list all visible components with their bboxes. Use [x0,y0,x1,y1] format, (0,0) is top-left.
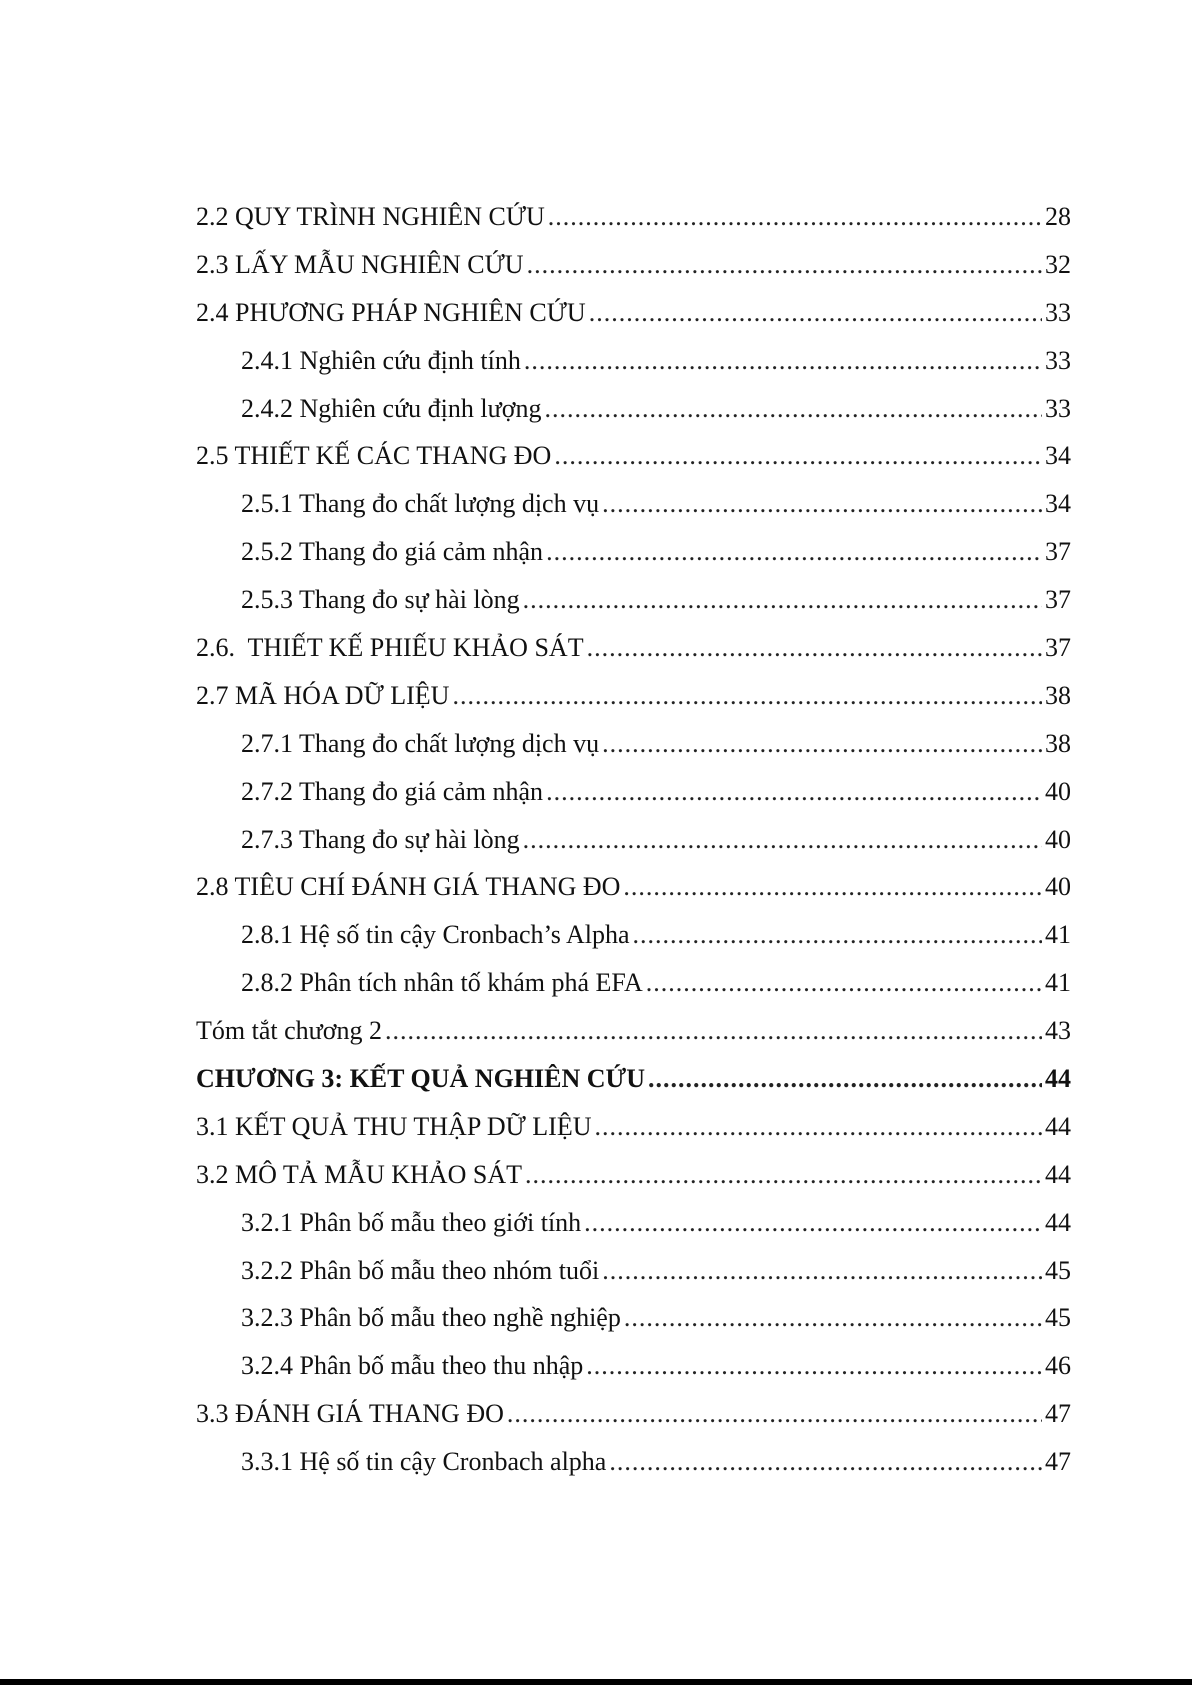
toc-entry-page-number: 38 [1045,680,1071,710]
dot-leader [524,337,1042,385]
toc-entry-title: 2.2 QUY TRÌNH NGHIÊN CỨU [196,202,545,231]
dot-leader [554,432,1042,480]
toc-entry-title: 2.7.2 Thang đo giá cảm nhận [241,776,544,806]
toc-entry-page-number: 47 [1045,1447,1071,1477]
toc-entry-title: 2.4.2 Nghiên cứu định lượng [241,393,542,423]
toc-entry[interactable] [196,1390,1071,1438]
dot-leader [584,1199,1042,1247]
toc-entry[interactable] [196,241,1071,289]
toc-entry-page-number: 33 [1045,345,1071,375]
toc-entry-title: 3.2.2 Phân bố mẫu theo nhóm tuổi [241,1255,600,1285]
dot-leader [523,816,1042,864]
dot-leader [507,1390,1042,1438]
dot-leader [594,1103,1042,1151]
toc-entry[interactable] [196,1103,1071,1151]
toc-entry-page-number: 33 [1045,297,1071,327]
toc-entry-page-number: 44 [1045,1159,1071,1189]
toc-entry[interactable] [196,720,1071,768]
toc-entry[interactable] [196,1151,1071,1199]
toc-entry-page-number: 41 [1045,920,1071,950]
toc-entry-page-number: 44 [1045,1064,1071,1094]
toc-entry-page-number: 45 [1045,1255,1071,1285]
toc-entry-page-number: 40 [1045,872,1071,902]
toc-entry-page-number: 37 [1045,537,1071,567]
toc-entry-page-number: 41 [1045,968,1071,998]
toc-entry-page-number: 37 [1045,633,1071,663]
toc-entry-page-number: 33 [1045,393,1071,423]
dot-leader [624,1294,1042,1342]
toc-entry-title: 2.5 THIẾT KẾ CÁC THANG ĐO [196,441,552,471]
toc-entry[interactable] [196,289,1071,337]
toc-entry[interactable] [196,480,1071,528]
toc-entry-title: 2.7.3 Thang đo sự hài lòng [241,824,520,854]
dot-leader [586,1342,1042,1390]
toc-entry-title: 3.2 MÔ TẢ MẪU KHẢO SÁT [196,1159,522,1189]
toc-entry-title: 2.7 MÃ HÓA DỮ LIỆU [196,680,450,710]
toc-entry-page-number: 34 [1045,441,1071,471]
toc-entry-page-number: 32 [1045,249,1071,279]
dot-leader [385,1007,1042,1055]
table-of-contents [196,193,1071,1486]
dot-leader [546,528,1042,576]
toc-entry[interactable] [196,1247,1071,1295]
toc-entry[interactable] [196,432,1071,480]
dot-leader [609,1438,1042,1486]
toc-entry-title: CHƯƠNG 3: KẾT QUẢ NGHIÊN CỨU [196,1064,645,1094]
dot-leader [602,720,1042,768]
toc-entry[interactable] [196,768,1071,816]
toc-entry[interactable] [196,624,1071,672]
toc-entry[interactable] [196,863,1071,911]
toc-entry[interactable] [196,385,1071,433]
toc-entry-page-number: 44 [1045,1207,1071,1237]
toc-entry-page-number: 43 [1045,1016,1071,1046]
toc-entry[interactable] [196,193,1071,241]
toc-entry-page-number: 34 [1045,489,1071,519]
toc-entry-title: 2.8.1 Hệ số tin cậy Cronbach’s Alpha [241,920,630,950]
toc-entry[interactable] [196,1007,1071,1055]
toc-entry-title: 2.4 PHƯƠNG PHÁP NGHIÊN CỨU [196,297,586,327]
dot-leader [602,1247,1042,1295]
dot-leader [544,385,1042,433]
toc-entry[interactable] [196,1342,1071,1390]
dot-leader [525,1151,1042,1199]
toc-entry-page-number: 47 [1045,1399,1071,1429]
toc-entry-title: 2.8 TIÊU CHÍ ĐÁNH GIÁ THANG ĐO [196,872,621,902]
toc-entry-title: 3.2.1 Phân bố mẫu theo giới tính [241,1207,582,1237]
toc-entry[interactable] [196,337,1071,385]
toc-entry-title: 3.3 ĐÁNH GIÁ THANG ĐO [196,1399,504,1429]
toc-entry[interactable] [196,1199,1071,1247]
toc-entry-page-number: 40 [1045,776,1071,806]
toc-chapter-entry[interactable] [196,1055,1071,1103]
dot-leader [527,241,1042,289]
toc-entry-title: 2.5.2 Thang đo giá cảm nhận [241,537,544,567]
dot-leader [648,1055,1042,1103]
toc-entry-title: 3.3.1 Hệ số tin cậy Cronbach alpha [241,1447,607,1477]
toc-entry-title: 3.2.4 Phân bố mẫu theo thu nhập [241,1351,584,1381]
toc-entry[interactable] [196,959,1071,1007]
toc-entry[interactable] [196,576,1071,624]
toc-entry[interactable] [196,1294,1071,1342]
dot-leader [623,863,1042,911]
toc-entry[interactable] [196,911,1071,959]
dot-leader [587,624,1042,672]
toc-entry-page-number: 40 [1045,824,1071,854]
dot-leader [646,959,1042,1007]
toc-entry-title: Tóm tắt chương 2 [196,1016,382,1046]
toc-entry-page-number: 37 [1045,585,1071,615]
toc-entry-page-number: 44 [1045,1111,1071,1141]
dot-leader [452,672,1042,720]
toc-entry-title: 3.2.3 Phân bố mẫu theo nghề nghiệp [241,1303,621,1333]
toc-entry-title: 2.8.2 Phân tích nhân tố khám phá EFA [241,968,643,998]
toc-entry-title: 2.3 LẤY MẪU NGHIÊN CỨU [196,249,524,279]
page-bottom-edge [0,1679,1192,1685]
toc-entry[interactable] [196,1438,1071,1486]
toc-entry-title: 3.1 KẾT QUẢ THU THẬP DỮ LIỆU [196,1111,592,1141]
toc-entry[interactable] [196,672,1071,720]
toc-entry-title: 2.7.1 Thang đo chất lượng dịch vụ [241,728,600,758]
dot-leader [633,911,1043,959]
toc-entry-title: 2.5.1 Thang đo chất lượng dịch vụ [241,489,600,519]
toc-entry-title: 2.4.1 Nghiên cứu định tính [241,345,521,375]
toc-entry-page-number: 46 [1045,1351,1071,1381]
dot-leader [523,576,1042,624]
toc-entry-page-number: 45 [1045,1303,1071,1333]
dot-leader [548,193,1042,241]
toc-entry-title: 2.5.3 Thang đo sự hài lòng [241,585,520,615]
dot-leader [589,289,1042,337]
toc-entry-title: 2.6. THIẾT KẾ PHIẾU KHẢO SÁT [196,633,584,663]
toc-entry[interactable] [196,816,1071,864]
dot-leader [602,480,1042,528]
toc-entry-page-number: 28 [1045,202,1071,231]
toc-entry[interactable] [196,528,1071,576]
toc-entry-page-number: 38 [1045,728,1071,758]
dot-leader [546,768,1042,816]
